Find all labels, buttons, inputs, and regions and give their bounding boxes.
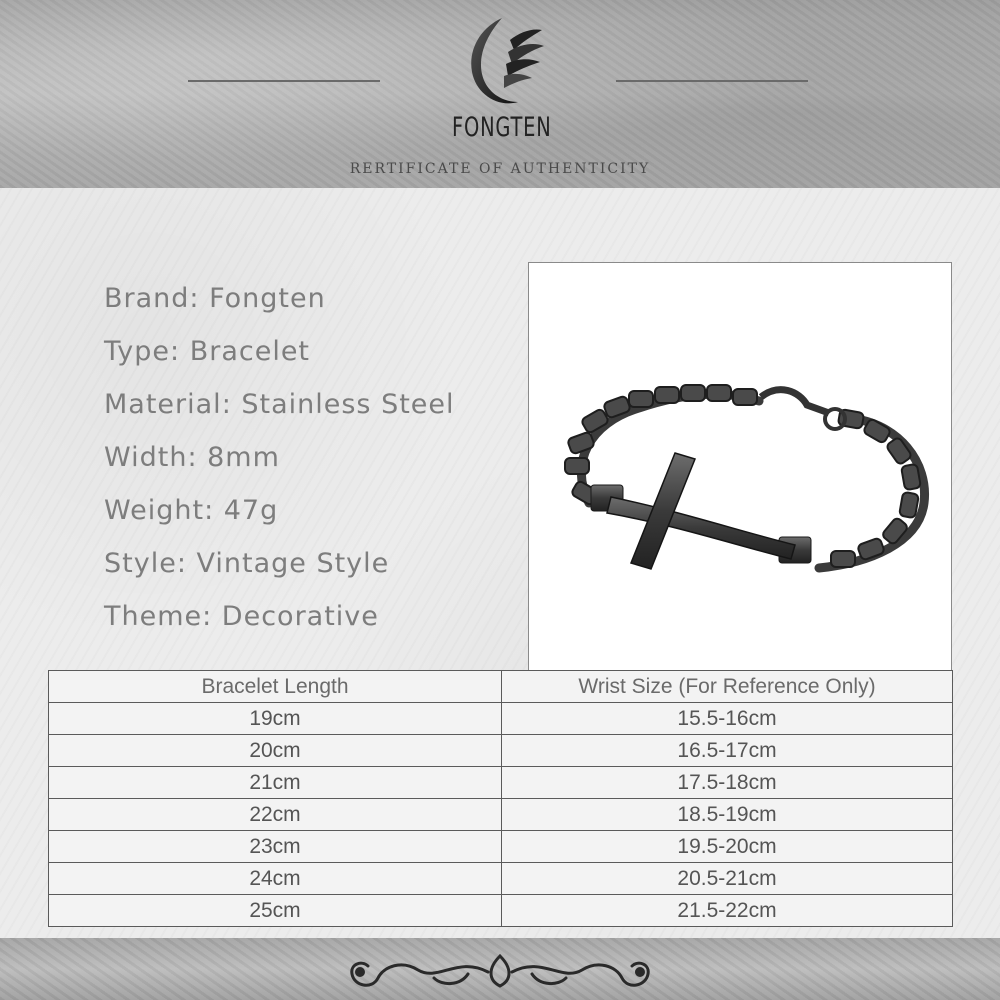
bracelet-length-cell: 25cm bbox=[49, 895, 502, 927]
bracelet-length-cell: 20cm bbox=[49, 735, 502, 767]
header-divider-left bbox=[188, 80, 380, 82]
product-photo bbox=[528, 262, 952, 686]
table-row bbox=[49, 703, 953, 735]
wrist-size-cell: 21.5-22cm bbox=[502, 895, 953, 927]
size-chart-table bbox=[48, 670, 953, 927]
spec-width: Width: 8mm bbox=[104, 442, 280, 473]
bracelet-length-cell: 24cm bbox=[49, 863, 502, 895]
wrist-size-cell: 17.5-18cm bbox=[502, 767, 953, 799]
spec-theme: Theme: Decorative bbox=[104, 601, 379, 632]
flourish-ornament-icon bbox=[338, 946, 662, 992]
certificate-header bbox=[0, 0, 1000, 188]
brand-logo-icon bbox=[458, 10, 546, 110]
wrist-size-cell: 20.5-21cm bbox=[502, 863, 953, 895]
table-row bbox=[49, 831, 953, 863]
bracelet-length-cell: 19cm bbox=[49, 703, 502, 735]
table-row bbox=[49, 767, 953, 799]
spec-brand: Brand: Fongten bbox=[104, 283, 326, 314]
bracelet-length-cell: 22cm bbox=[49, 799, 502, 831]
spec-weight: Weight: 47g bbox=[104, 495, 279, 526]
bracelet-length-cell: 23cm bbox=[49, 831, 502, 863]
certificate-title: RERTIFICATE OF AUTHENTICITY bbox=[349, 161, 651, 177]
table-row bbox=[49, 735, 953, 767]
spec-type: Type: Bracelet bbox=[104, 336, 311, 367]
wrist-size-cell: 16.5-17cm bbox=[502, 735, 953, 767]
header-divider-right bbox=[616, 80, 808, 82]
wrist-size-cell: 19.5-20cm bbox=[502, 831, 953, 863]
table-row bbox=[49, 895, 953, 927]
certificate-footer bbox=[0, 938, 1000, 1000]
cross-bracelet-icon bbox=[529, 263, 953, 687]
spec-style: Style: Vintage Style bbox=[104, 548, 390, 579]
wrist-size-cell: 15.5-16cm bbox=[502, 703, 953, 735]
bracelet-length-cell: 21cm bbox=[49, 767, 502, 799]
table-header-row bbox=[49, 671, 953, 703]
wrist-size-cell: 18.5-19cm bbox=[502, 799, 953, 831]
column-header-bracelet-length: Bracelet Length bbox=[49, 671, 502, 703]
table-row bbox=[49, 799, 953, 831]
column-header-wrist-size: Wrist Size (For Reference Only) bbox=[502, 671, 953, 703]
brand-logo-text: FONGTEN bbox=[452, 112, 552, 143]
spec-material: Material: Stainless Steel bbox=[104, 389, 455, 420]
table-row bbox=[49, 863, 953, 895]
